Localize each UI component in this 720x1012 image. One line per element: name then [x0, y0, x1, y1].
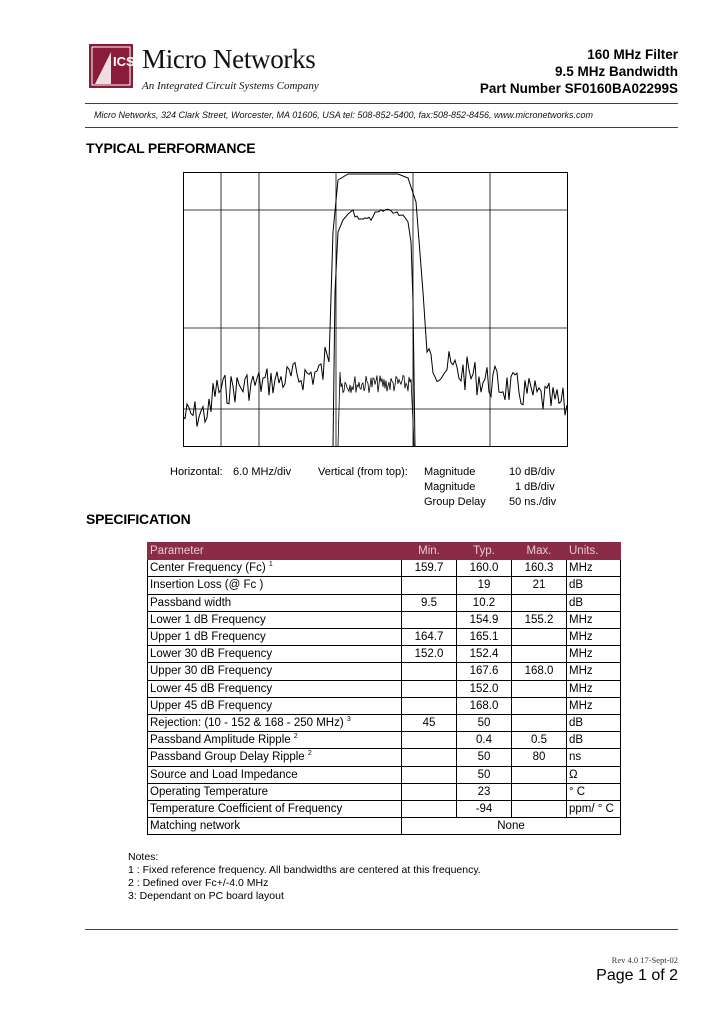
min-cell: [402, 680, 457, 697]
param-label: Passband width: [150, 596, 232, 609]
performance-heading: TYPICAL PERFORMANCE: [86, 140, 256, 156]
max-cell: [512, 715, 567, 732]
typ-cell: 167.6: [457, 663, 512, 680]
param-label: Center Frequency (Fc): [150, 562, 266, 575]
notes-title: Notes:: [128, 851, 159, 863]
typ-cell: 152.4: [457, 646, 512, 663]
company-address: Micro Networks, 324 Clark Street, Worcester, MA 01606, USA tel: 508-852-5400, fax:508-852-8456, www.micronetworks.com: [94, 110, 594, 120]
typ-cell: 19: [457, 577, 512, 594]
typ-cell: 23: [457, 783, 512, 800]
param-cell: [148, 697, 402, 714]
param-label: Source and Load Impedance: [150, 768, 298, 781]
max-cell: 155.2: [512, 611, 567, 628]
param-cell: [148, 732, 402, 749]
unit-cell: MHz: [567, 697, 621, 714]
footnote-ref: 1: [268, 561, 273, 569]
column-header: Units.: [567, 543, 621, 560]
min-cell: [402, 611, 457, 628]
table-header-row: [148, 543, 621, 560]
column-header: Max.: [512, 543, 567, 560]
column-header: Min.: [402, 543, 457, 560]
min-cell: [402, 801, 457, 818]
typ-cell: 50: [457, 715, 512, 732]
table-row: [148, 680, 621, 697]
min-cell: [402, 749, 457, 766]
max-cell: [512, 801, 567, 818]
table-row: [148, 783, 621, 800]
typ-cell: 50: [457, 749, 512, 766]
table-row: [148, 801, 621, 818]
unit-cell: dB: [567, 577, 621, 594]
unit-cell: ns: [567, 749, 621, 766]
table-row: [148, 629, 621, 646]
table-row: [148, 818, 621, 835]
table-row: [148, 594, 621, 611]
min-cell: [402, 577, 457, 594]
trace-name: Magnitude: [424, 466, 476, 478]
max-cell: [512, 766, 567, 783]
min-cell: 159.7: [402, 560, 457, 577]
trace-scale: 10 dB/div: [509, 466, 555, 478]
param-cell: [148, 611, 402, 628]
unit-cell: MHz: [567, 629, 621, 646]
company-logo: [89, 44, 133, 88]
min-cell: [402, 783, 457, 800]
min-cell: [402, 697, 457, 714]
column-header: Parameter: [148, 543, 402, 560]
table-row: [148, 560, 621, 577]
param-cell: [148, 594, 402, 611]
param-label: Lower 30 dB Frequency: [150, 648, 273, 661]
min-cell: 45: [402, 715, 457, 732]
typ-cell: -94: [457, 801, 512, 818]
plot-frame: [184, 173, 568, 447]
note-item: 3: Dependant on PC board layout: [128, 890, 284, 902]
note-item: 1 : Fixed reference frequency. All bandwidths are centered at this frequency.: [128, 864, 481, 876]
trace-scale: 50 ns./div: [509, 496, 557, 508]
vertical-label: Vertical (from top):: [318, 466, 408, 478]
param-label: Operating Temperature: [150, 785, 269, 798]
typ-cell: 10.2: [457, 594, 512, 611]
performance-plot: [183, 172, 568, 447]
max-cell: [512, 783, 567, 800]
company-name: Micro Networks: [142, 44, 316, 74]
table-row: [148, 663, 621, 680]
param-label: Upper 45 dB Frequency: [150, 699, 273, 712]
param-cell: [148, 577, 402, 594]
max-cell: [512, 594, 567, 611]
max-cell: 168.0: [512, 663, 567, 680]
param-label: Rejection: (10 - 152 & 168 - 250 MHz): [150, 717, 344, 730]
typ-cell: 160.0: [457, 560, 512, 577]
revision-label: Rev 4.0 17-Sept-02: [611, 955, 678, 965]
trace-scale: 1 dB/div: [515, 481, 555, 493]
param-cell: [148, 646, 402, 663]
max-cell: [512, 629, 567, 646]
param-cell: [148, 715, 402, 732]
table-row: [148, 715, 621, 732]
param-label: Passband Group Delay Ripple: [150, 751, 305, 764]
max-cell: 21: [512, 577, 567, 594]
param-label: Upper 1 dB Frequency: [150, 631, 266, 644]
table-row: [148, 766, 621, 783]
max-cell: [512, 680, 567, 697]
max-cell: 0.5: [512, 732, 567, 749]
max-cell: 160.3: [512, 560, 567, 577]
table-row: [148, 697, 621, 714]
trace-name: Group Delay: [424, 496, 486, 508]
horizontal-scale: 6.0 MHz/div: [233, 466, 292, 478]
min-cell: 9.5: [402, 594, 457, 611]
table-row: [148, 732, 621, 749]
footnote-ref: 2: [293, 733, 298, 741]
unit-cell: MHz: [567, 680, 621, 697]
value-cell: None: [402, 818, 621, 835]
typ-cell: 154.9: [457, 611, 512, 628]
param-cell: Matching network: [148, 818, 402, 835]
unit-cell: dB: [567, 715, 621, 732]
param-cell: [148, 629, 402, 646]
param-cell: [148, 749, 402, 766]
param-cell: [148, 783, 402, 800]
max-cell: 80: [512, 749, 567, 766]
note-item: 2 : Defined over Fc+/-4.0 MHz: [128, 877, 269, 889]
product-bandwidth: 9.5 MHz Bandwidth: [554, 64, 678, 79]
unit-cell: Ω: [567, 766, 621, 783]
product-title: 160 MHz Filter: [587, 47, 678, 62]
typ-cell: 168.0: [457, 697, 512, 714]
typ-cell: 50: [457, 766, 512, 783]
unit-cell: dB: [567, 732, 621, 749]
notes-section: [128, 851, 481, 903]
table-row: [148, 749, 621, 766]
unit-cell: ° C: [567, 783, 621, 800]
header-divider: [85, 103, 678, 104]
min-cell: 164.7: [402, 629, 457, 646]
footnote-ref: 2: [307, 750, 312, 758]
param-label: Passband Amplitude Ripple: [150, 734, 291, 747]
part-number: Part Number SF0160BA02299S: [479, 81, 678, 96]
param-cell: [148, 663, 402, 680]
min-cell: 152.0: [402, 646, 457, 663]
table-row: [148, 646, 621, 663]
horizontal-label: Horizontal:: [170, 466, 223, 478]
param-cell: [148, 766, 402, 783]
footnote-ref: 3: [346, 716, 351, 724]
param-cell: [148, 680, 402, 697]
param-cell: [148, 801, 402, 818]
unit-cell: MHz: [567, 646, 621, 663]
unit-cell: MHz: [567, 611, 621, 628]
specification-heading: SPECIFICATION: [86, 511, 191, 527]
unit-cell: dB: [567, 594, 621, 611]
address-divider: [85, 127, 678, 128]
typ-cell: 165.1: [457, 629, 512, 646]
page-number: Page 1 of 2: [596, 967, 678, 984]
specification-table: [147, 542, 621, 835]
unit-cell: ppm/ ° C: [567, 801, 621, 818]
param-label: Lower 45 dB Frequency: [150, 682, 273, 695]
company-tagline: An Integrated Circuit Systems Company: [142, 80, 319, 92]
table-row: [148, 577, 621, 594]
max-cell: [512, 697, 567, 714]
param-label: Lower 1 dB Frequency: [150, 613, 266, 626]
param-label: Upper 30 dB Frequency: [150, 665, 273, 678]
unit-cell: MHz: [567, 663, 621, 680]
unit-cell: MHz: [567, 560, 621, 577]
min-cell: [402, 766, 457, 783]
param-label: Temperature Coefficient of Frequency: [150, 803, 343, 816]
typ-cell: 0.4: [457, 732, 512, 749]
trace-name: Magnitude: [424, 481, 476, 493]
max-cell: [512, 646, 567, 663]
footer-divider: [85, 929, 678, 930]
logo-text: ICS: [113, 54, 133, 69]
param-label: Insertion Loss (@ Fc ): [150, 579, 264, 592]
typ-cell: 152.0: [457, 680, 512, 697]
min-cell: [402, 732, 457, 749]
table-row: [148, 611, 621, 628]
min-cell: [402, 663, 457, 680]
param-cell: [148, 560, 402, 577]
column-header: Typ.: [457, 543, 512, 560]
